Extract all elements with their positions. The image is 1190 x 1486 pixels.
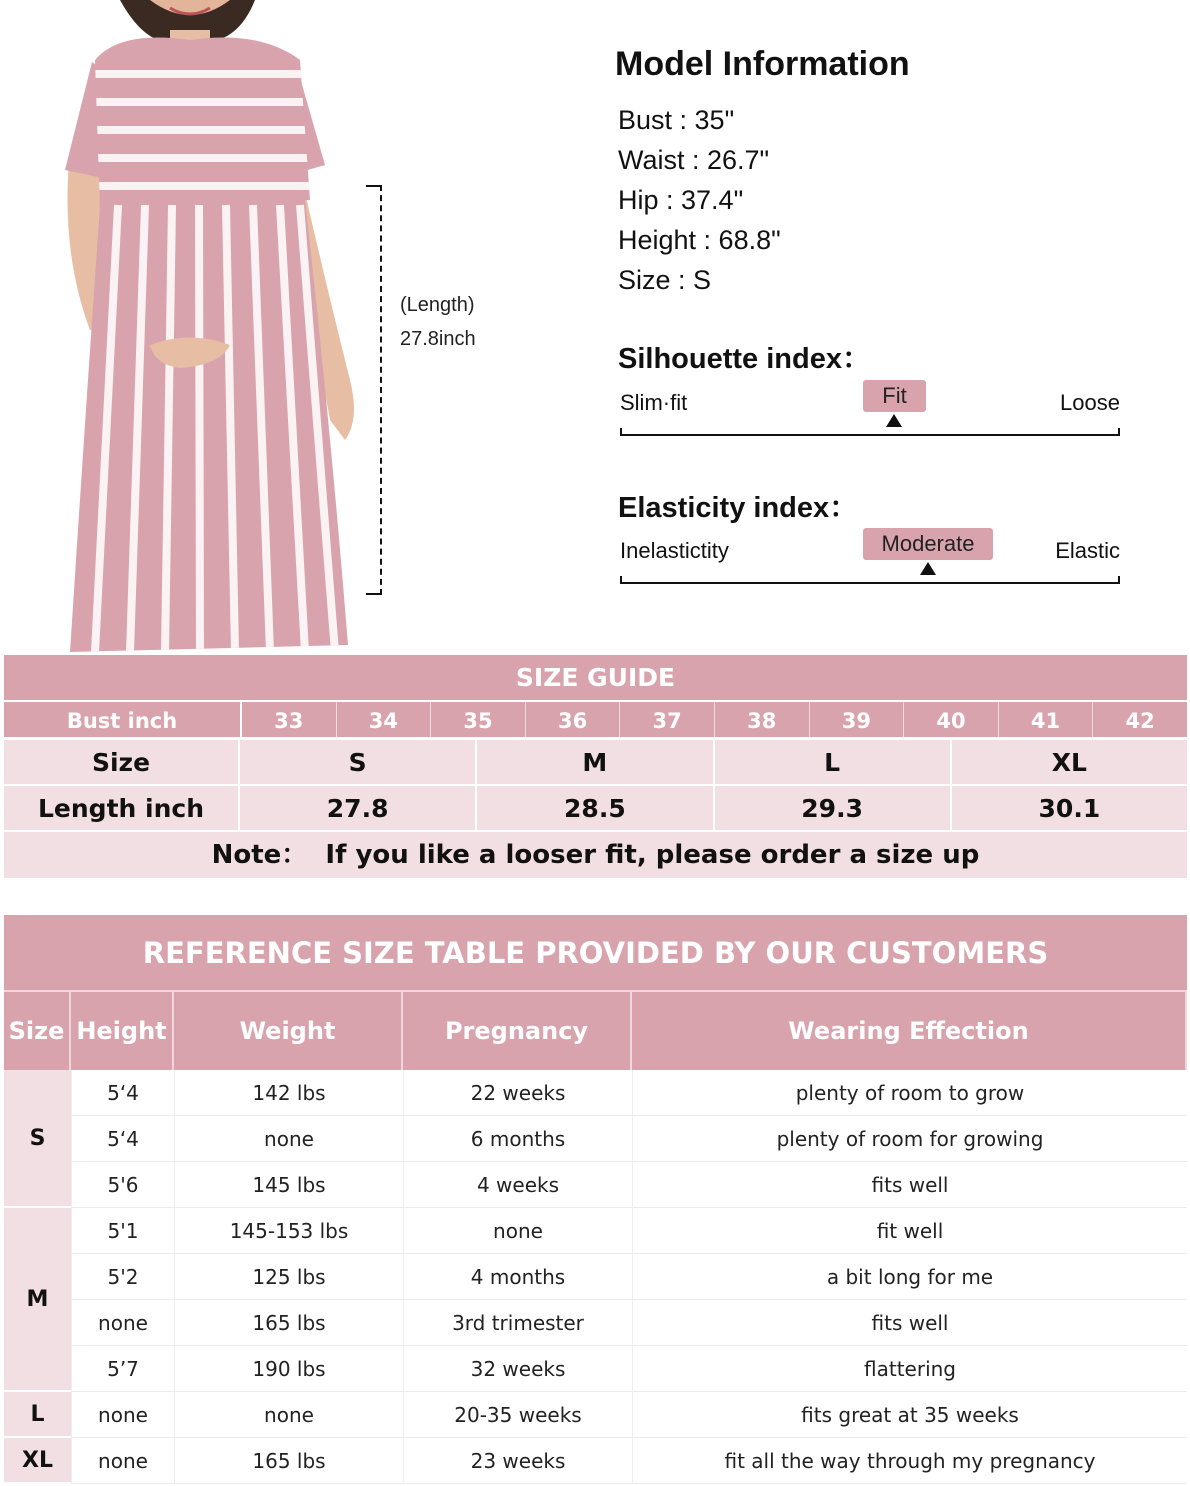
header-pregnancy: Pregnancy [403,992,632,1070]
bust-cell: 36 [526,702,621,737]
elasticity-arrow-icon [920,562,936,575]
table-cell: 5'6 [71,1162,174,1208]
table-cell: 165 lbs [174,1438,403,1484]
table-cell: 5‘4 [71,1116,174,1162]
elasticity-scale [620,528,1120,598]
bust-cell: 33 [242,702,337,737]
table-cell: 142 lbs [174,1070,403,1116]
header-wearing-effection: Wearing Effection [632,992,1187,1070]
model-info-hip: Hip : 37.4" [618,185,744,215]
silhouette-marker-pill: Fit [863,380,926,412]
bust-cell: 39 [810,702,905,737]
size-row [4,740,1187,786]
table-cell: 5’7 [71,1346,174,1392]
bust-cell: 42 [1125,709,1155,733]
silhouette-right-label: Loose [1060,390,1120,415]
group-size-m: M [4,1208,71,1392]
table-cell: 4 months [403,1254,632,1300]
silhouette-scale [620,380,1120,450]
table-cell: fits well [632,1300,1187,1346]
silhouette-index-title: Silhouette index： [618,343,871,375]
length-label-line2: 27.8inch [400,328,476,350]
table-cell: none [403,1208,632,1254]
size-note: Note： If you like a looser fit, please order a size up [4,832,1187,878]
bust-cell: 34 [337,702,432,737]
length-cell: 28.5 [477,786,714,830]
bust-cell: 38 [715,702,810,737]
length-cell: 29.3 [715,786,952,830]
length-row-label: Length inch [4,786,240,830]
length-label-line1: (Length) [400,294,475,316]
model-info-waist: Waist : 26.7" [618,145,770,175]
table-cell: 23 weeks [403,1438,632,1484]
table-cell: flattering [632,1346,1187,1392]
group-size-xl: XL [4,1438,71,1484]
table-cell: 22 weeks [403,1070,632,1116]
table-cell: 5'1 [71,1208,174,1254]
table-cell: 20-35 weeks [403,1392,632,1438]
model-info-list [618,100,781,300]
reference-size-table [4,915,1187,1484]
bust-cell: 35 [431,702,526,737]
size-cell: M [477,740,714,784]
table-cell: 125 lbs [174,1254,403,1300]
size-cell: XL [1051,748,1087,777]
table-cell: none [71,1438,174,1484]
length-label [400,288,476,356]
table-cell: 6 months [403,1116,632,1162]
table-cell: 145 lbs [174,1162,403,1208]
table-cell: plenty of room for growing [632,1116,1187,1162]
bust-row [4,702,1187,740]
table-cell: fit all the way through my pregnancy [632,1438,1187,1484]
group-size-s: S [4,1070,71,1208]
size-guide-title: SIZE GUIDE [4,655,1187,700]
table-cell: none [71,1300,174,1346]
table-cell: 165 lbs [174,1300,403,1346]
elasticity-right-label: Elastic [1055,538,1120,563]
header-size: Size [4,992,71,1070]
table-cell: 5‘4 [71,1070,174,1116]
elasticity-left-label: Inelastictity [620,538,729,563]
elasticity-index-title: Elasticity index： [618,492,859,524]
model-info-height: Height : 68.8" [618,225,781,255]
elasticity-axis [620,576,1120,584]
group-size-l: L [4,1392,71,1438]
reference-grid [4,992,1187,1484]
bust-label: Bust inch [4,702,242,737]
size-cell: L [715,740,952,784]
length-row [4,786,1187,832]
silhouette-left-label: Slim·fit [620,390,688,415]
table-cell: 32 weeks [403,1346,632,1392]
model-dress-photo [0,0,380,655]
length-cell: 30.1 [1038,794,1101,823]
table-cell: fits great at 35 weeks [632,1392,1187,1438]
size-guide-table [4,655,1187,878]
table-cell: none [71,1392,174,1438]
table-cell: none [174,1392,403,1438]
header-height: Height [71,992,174,1070]
bust-cell: 41 [999,702,1094,737]
table-cell: 3rd trimester [403,1300,632,1346]
elasticity-marker-pill: Moderate [863,528,993,560]
length-dimension-line [366,185,386,595]
reference-title: REFERENCE SIZE TABLE PROVIDED BY OUR CUSTOMERS [4,915,1187,992]
table-cell: 5'2 [71,1254,174,1300]
silhouette-axis [620,428,1120,436]
model-info-title: Model Information [615,45,910,83]
table-cell: 145-153 lbs [174,1208,403,1254]
table-cell: fits well [632,1162,1187,1208]
header-weight: Weight [174,992,403,1070]
silhouette-arrow-icon [886,414,902,427]
model-info-bust: Bust : 35" [618,105,735,135]
table-cell: 4 weeks [403,1162,632,1208]
size-cell: S [240,740,477,784]
length-cell: 27.8 [240,786,477,830]
table-cell: plenty of room to grow [632,1070,1187,1116]
model-info-size: Size : S [618,265,712,295]
table-cell: a bit long for me [632,1254,1187,1300]
table-cell: 190 lbs [174,1346,403,1392]
bust-cell: 40 [904,702,999,737]
bust-cell: 37 [620,702,715,737]
size-label: Size [4,740,240,784]
table-cell: fit well [632,1208,1187,1254]
table-cell: none [174,1116,403,1162]
